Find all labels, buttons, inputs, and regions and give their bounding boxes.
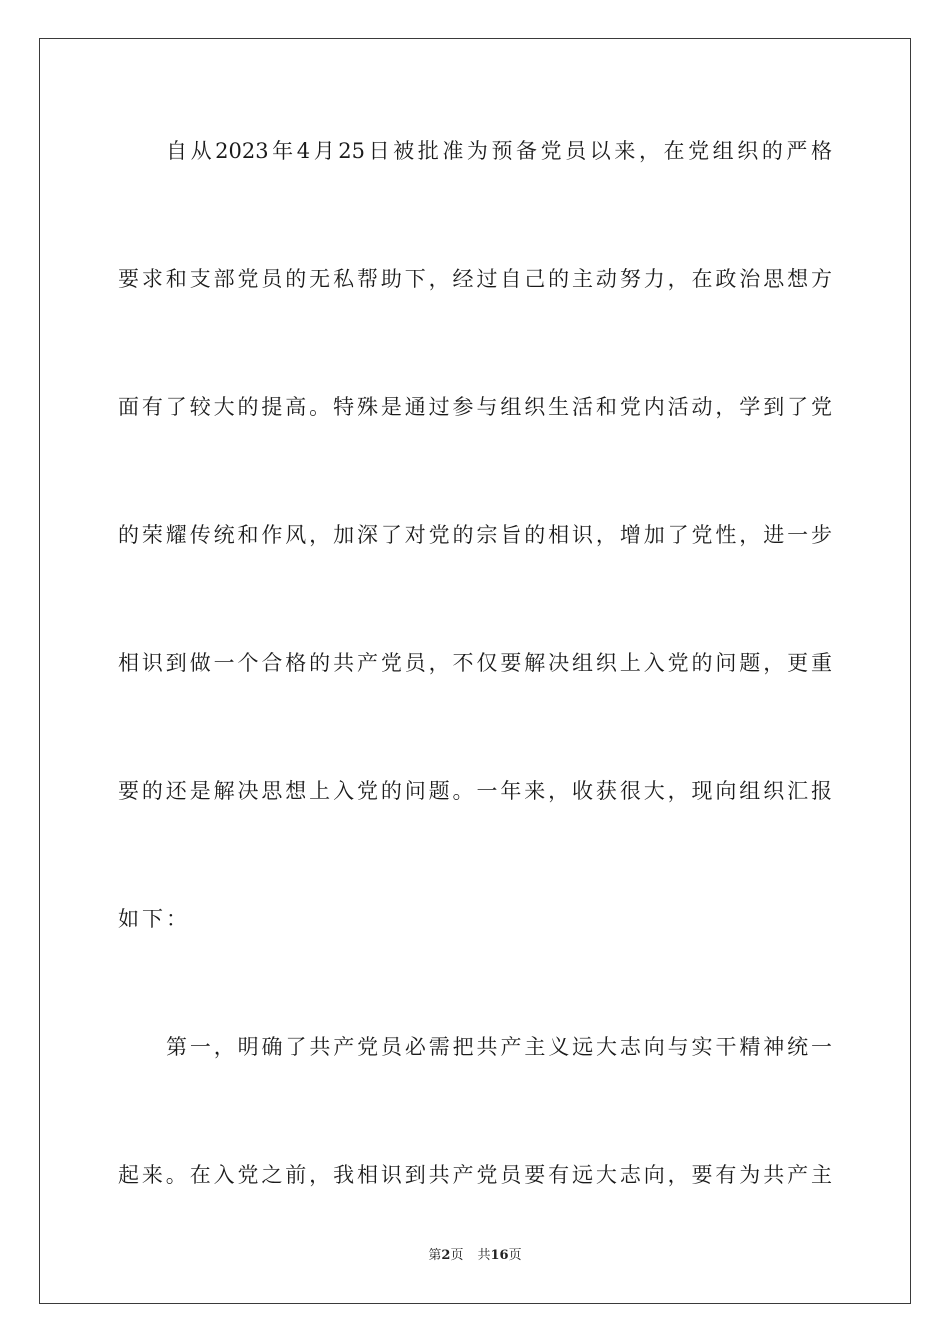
page-number: 2 — [441, 1248, 451, 1263]
total-unit: 页 — [508, 1248, 522, 1263]
total-pages: 16 — [490, 1248, 509, 1263]
paragraph-1-line-2: 要求和支部党员的无私帮助下，经过自己的主动努力，在政治思想方 — [118, 267, 832, 291]
paragraph-1-line-1: 自从2023年4月25日被批准为预备党员以来，在党组织的严格 — [166, 139, 832, 163]
paragraph-1-line-6: 要的还是解决思想上入党的问题。一年来，收获很大，现向组织汇报 — [118, 779, 832, 803]
total-prefix: 共 — [477, 1248, 491, 1263]
paragraph-1-line-5: 相识到做一个合格的共产党员，不仅要解决组织上入党的问题，更重 — [118, 651, 832, 675]
paragraph-1-line-7: 如下： — [118, 907, 190, 931]
page-unit: 页 — [450, 1248, 464, 1263]
paragraph-1-line-3: 面有了较大的提高。特殊是通过参与组织生活和党内活动，学到了党 — [118, 395, 832, 419]
page-prefix: 第 — [428, 1248, 442, 1263]
paragraph-2-line-1: 第一，明确了共产党员必需把共产主义远大志向与实干精神统一 — [166, 1035, 832, 1059]
paragraph-2-line-2: 起来。在入党之前，我相识到共产党员要有远大志向，要有为共产主 — [118, 1163, 832, 1187]
page-footer — [0, 1247, 950, 1265]
paragraph-1-line-4: 的荣耀传统和作风，加深了对党的宗旨的相识，增加了党性，进一步 — [118, 523, 832, 547]
